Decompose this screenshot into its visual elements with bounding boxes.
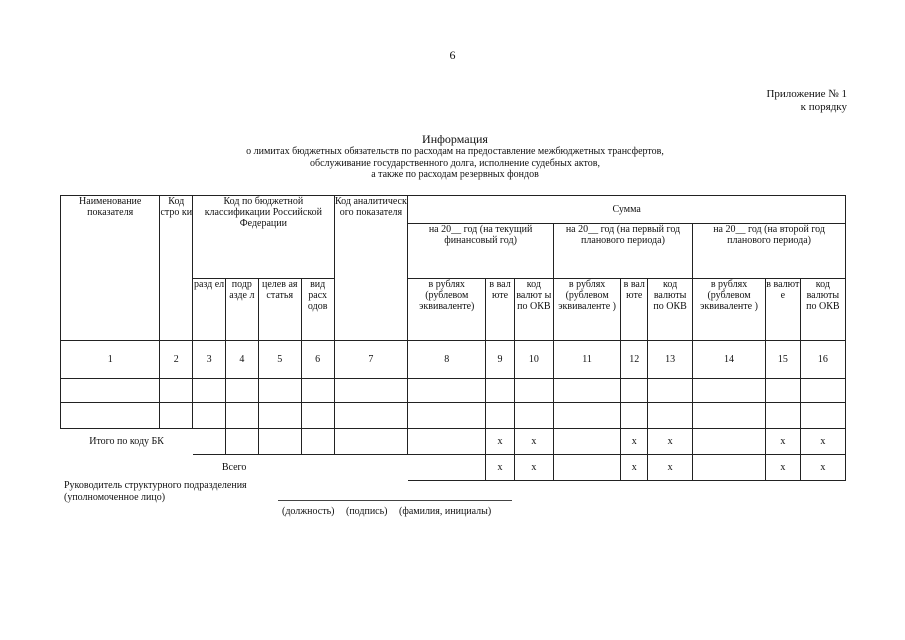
header-okv-current: код валют ы по ОКВ xyxy=(514,279,553,341)
page-number: 6 xyxy=(449,48,456,62)
table-cell[interactable] xyxy=(765,379,800,403)
table-cell[interactable] xyxy=(648,379,693,403)
table-row xyxy=(61,379,846,403)
header-analytic-code: Код аналитическ ого показателя xyxy=(334,196,408,341)
header-period-first-plan: на 20__ год (на первый год планового периода) xyxy=(553,224,692,279)
header-okv-first-plan: код валюты по ОКВ xyxy=(648,279,693,341)
table-cell[interactable] xyxy=(486,403,515,429)
table-cell[interactable] xyxy=(160,379,193,403)
x-mark: x xyxy=(800,455,845,481)
grand-total-label: Всего xyxy=(221,462,247,474)
header-currency-current: в вал юте xyxy=(486,279,515,341)
caption-signature: (подпись) xyxy=(346,506,388,517)
table-cell[interactable] xyxy=(160,403,193,429)
x-mark: x xyxy=(621,429,648,455)
table-cell[interactable] xyxy=(800,379,845,403)
table-cell[interactable] xyxy=(301,403,334,429)
header-budget-classification: Код по бюджетной классификации Российской Федерации xyxy=(193,196,334,279)
header-rub-second-plan: в рублях (рублевом эквиваленте ) xyxy=(693,279,766,341)
table-cell[interactable] xyxy=(193,403,226,429)
x-mark: x xyxy=(800,429,845,455)
header-period-second-plan: на 20__ год (на второй год планового периода) xyxy=(693,224,846,279)
appendix-line-2: к порядку xyxy=(800,101,847,113)
x-mark: x xyxy=(648,429,693,455)
table-cell[interactable] xyxy=(225,403,258,429)
table-cell[interactable] xyxy=(225,429,258,455)
column-number: 12 xyxy=(621,341,648,379)
table-cell[interactable] xyxy=(553,403,621,429)
header-subsection: подр азде л xyxy=(225,279,258,341)
table-cell[interactable] xyxy=(334,429,408,455)
column-number: 6 xyxy=(301,341,334,379)
header-rub-first-plan: в рублях (рублевом эквиваленте ) xyxy=(553,279,621,341)
x-mark: x xyxy=(514,455,553,481)
column-number: 10 xyxy=(514,341,553,379)
column-number: 4 xyxy=(225,341,258,379)
table-cell[interactable] xyxy=(693,429,766,455)
column-number-row xyxy=(61,341,846,379)
table-cell[interactable] xyxy=(193,379,226,403)
heading-line-2: обслуживание государственного долга, исполнение судебных актов, xyxy=(310,157,600,169)
heading-line-1: о лимитах бюджетных обязательств по расходам на предоставление межбюджетных трансфертов, xyxy=(246,146,664,157)
table-cell[interactable] xyxy=(408,455,486,481)
table-cell[interactable] xyxy=(621,403,648,429)
x-mark: x xyxy=(621,455,648,481)
table-cell[interactable] xyxy=(258,379,301,403)
x-mark: x xyxy=(514,429,553,455)
x-mark: x xyxy=(486,429,515,455)
table-row xyxy=(61,403,846,429)
header-sum: Сумма xyxy=(408,196,846,224)
column-number: 7 xyxy=(334,341,408,379)
column-number: 2 xyxy=(160,341,193,379)
table-cell[interactable] xyxy=(408,403,486,429)
column-number: 16 xyxy=(800,341,845,379)
caption-position: (должность) xyxy=(282,506,335,517)
table-cell[interactable] xyxy=(648,403,693,429)
table-cell[interactable] xyxy=(334,379,408,403)
signer-block xyxy=(64,480,247,504)
x-mark: x xyxy=(765,455,800,481)
signature-line xyxy=(278,500,512,501)
table-cell[interactable] xyxy=(258,429,301,455)
header-currency-first-plan: в вал юте xyxy=(621,279,648,341)
header-name: Наименование показателя xyxy=(61,196,160,341)
appendix-note xyxy=(766,88,847,114)
table-cell[interactable] xyxy=(408,379,486,403)
column-number: 3 xyxy=(193,341,226,379)
table-cell[interactable] xyxy=(765,403,800,429)
table-cell[interactable] xyxy=(258,403,301,429)
column-number: 8 xyxy=(408,341,486,379)
table-cell[interactable] xyxy=(800,403,845,429)
heading-line-3: а также по расходам резервных фондов xyxy=(371,169,539,180)
header-target-article: целев ая статья xyxy=(258,279,301,341)
column-number: 11 xyxy=(553,341,621,379)
column-number: 14 xyxy=(693,341,766,379)
column-number: 1 xyxy=(61,341,160,379)
header-rub-current: в рублях (рублевом эквиваленте) xyxy=(408,279,486,341)
table-cell[interactable] xyxy=(301,429,334,455)
table-cell[interactable] xyxy=(553,429,621,455)
signer-subtitle: (уполномоченное лицо) xyxy=(64,492,166,503)
table-cell[interactable] xyxy=(61,403,160,429)
header-line-code: Код стро ки xyxy=(160,196,193,341)
column-number: 5 xyxy=(258,341,301,379)
grand-total-row xyxy=(61,455,846,481)
header-period-current: на 20__ год (на текущий финансовый год) xyxy=(408,224,554,279)
table-cell[interactable] xyxy=(514,403,553,429)
document-heading xyxy=(150,133,760,181)
table-cell[interactable] xyxy=(334,403,408,429)
x-mark: x xyxy=(765,429,800,455)
total-bk-label: Итого по коду БК xyxy=(89,436,164,448)
column-number: 13 xyxy=(648,341,693,379)
header-expense-type: вид расх одов xyxy=(301,279,334,341)
table-cell[interactable] xyxy=(408,429,486,455)
signature-captions xyxy=(282,506,500,517)
table-cell[interactable] xyxy=(553,379,621,403)
header-currency-second-plan: в валют е xyxy=(765,279,800,341)
table-cell[interactable] xyxy=(553,455,621,481)
appendix-line-1: Приложение № 1 xyxy=(766,88,847,100)
column-number: 9 xyxy=(486,341,515,379)
caption-full-name: (фамилия, инициалы) xyxy=(399,506,492,517)
x-mark: x xyxy=(486,455,515,481)
document-title: Информация xyxy=(422,132,488,146)
table-cell[interactable] xyxy=(693,455,766,481)
table-cell[interactable] xyxy=(693,379,766,403)
table-cell[interactable] xyxy=(61,379,160,403)
header-okv-second-plan: код валюты по ОКВ xyxy=(800,279,845,341)
table-cell[interactable] xyxy=(486,379,515,403)
total-bk-row xyxy=(61,429,846,455)
table-cell[interactable] xyxy=(514,379,553,403)
table-cell[interactable] xyxy=(225,379,258,403)
column-number: 15 xyxy=(765,341,800,379)
table-cell[interactable] xyxy=(621,379,648,403)
table-cell[interactable] xyxy=(693,403,766,429)
limits-table xyxy=(60,195,846,481)
x-mark: x xyxy=(648,455,693,481)
table-cell[interactable] xyxy=(301,379,334,403)
signer-title: Руководитель структурного подразделения xyxy=(64,480,247,491)
table-cell[interactable] xyxy=(193,429,226,455)
header-section: разд ел xyxy=(193,279,226,341)
